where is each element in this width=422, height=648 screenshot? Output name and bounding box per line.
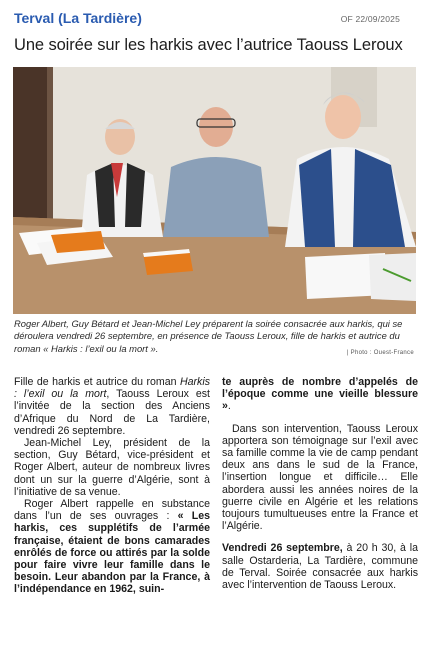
- paragraph-quote: Roger Albert rappelle en substance dans l’un de ses ouvrages : « Les harkis, ces supplétifs de l’armée française, étaient de bons camarades enrôlés de force ou attirés par la solde pour faire vivre leur famille dans le besoin. Leur abandon par la France, à l’indépendance en 1962, suin-: [14, 498, 210, 596]
- photo-illustration: [13, 67, 416, 314]
- paragraph-quote-end: te auprès de nombre d’appelés de l’époque comme une vieille blessure ».: [222, 376, 418, 413]
- quote-text-continued: te auprès de nombre d’appelés de l’époque comme une vieille blessure »: [222, 376, 418, 413]
- quote-text: « Les harkis, ces supplétifs de l’armée française, étaient de bons camarades enrôlés de force ou attirés par la solde pour faire vivre leur famille dans le besoin. Leur abandon par la France, à l’indépendance en 1962, suin-: [14, 510, 210, 596]
- photo-credit: | Photo : Ouest-France: [346, 350, 414, 356]
- photo-caption: Roger Albert, Guy Bétard et Jean-Michel Ley préparent la soirée consacrée aux harkis, qui se déroulera vendredi 26 septembre, en présence de Taouss Leroux, fille de harkis et autrice du roman « Harkis : l’exil ou la mort ».: [14, 318, 403, 354]
- article-column-right: [222, 376, 418, 591]
- book-title: Harkis : l’exil ou la mort: [14, 376, 210, 401]
- paragraph-intro: Fille de harkis et autrice du roman Harkis : l’exil ou la mort, Taouss Leroux est l’invitée de la section des Anciens d’Afrique du Nord de La Tardière, vendredi 26 septembre.: [14, 376, 210, 437]
- article-column-left: [14, 376, 210, 596]
- article-headline: Une soirée sur les harkis avec l’autrice Taouss Leroux: [14, 36, 403, 54]
- clipping-header: [14, 10, 408, 30]
- paragraph-intervention: Dans son intervention, Taouss Leroux apportera son témoignage sur l’exil avec sa famille comme la vie de camp pendant deux ans dans le sud de la France, l’insertion longue et difficile… Elle abordera aussi les années noires de la guerre civile en Algérie et les relations toujours tumultueuses entre la France et l’Algérie.: [222, 422, 418, 533]
- paragraph-event-info: Vendredi 26 septembre, à 20 h 30, à la salle Ostarderia, La Tardière, commune de Terval. Soirée consacrée aux harkis avec l’intervention de Taouss Leroux.: [222, 542, 419, 592]
- location-label: Terval (La Tardière): [14, 10, 142, 26]
- article-photo: [13, 67, 416, 314]
- event-date: Vendredi 26 septembre,: [222, 542, 343, 555]
- source-date: OF 22/09/2025: [340, 14, 400, 24]
- paragraph-organizers: Jean-Michel Ley, président de la section, Guy Bétard, vice-président et Roger Albert, auteur de nombreux livres dont un sur la guerre d’Algérie, sont à l’initiative de sa venue.: [14, 437, 210, 498]
